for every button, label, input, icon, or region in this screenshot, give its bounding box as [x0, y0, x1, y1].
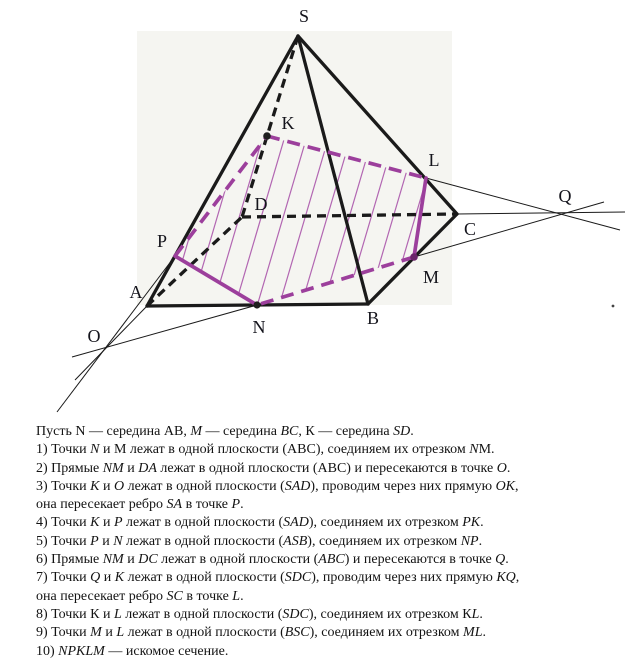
text-segment: лежат в одной плоскости ( [121, 606, 283, 622]
text-segment: и [123, 460, 139, 476]
hatch-line [470, 110, 535, 330]
solution-line-6 [36, 514, 519, 532]
text-segment: . [410, 424, 414, 439]
math-token: K [90, 515, 100, 531]
vertex-label-S: S [298, 6, 310, 26]
solution-line-12 [36, 624, 519, 642]
figure-background-rect [137, 31, 452, 305]
solution-text-block [36, 423, 519, 661]
math-token: SD [393, 424, 411, 439]
hatch-line [448, 110, 513, 330]
math-token: K [90, 478, 100, 494]
vertex-label-A: A [129, 282, 143, 302]
math-token: M [90, 625, 102, 641]
point-dot-M [410, 253, 418, 261]
text-segment: лежат в одной плоскости ( [124, 570, 285, 586]
text-segment: — середина [202, 424, 281, 439]
text-segment: она пересекает ребро [36, 497, 167, 513]
math-token: ML [463, 625, 483, 641]
text-segment: , К — середина [298, 424, 394, 439]
text-segment: лежат в одной плоскости ( [122, 515, 284, 531]
math-token: ABC [318, 552, 345, 568]
point-dot-N [253, 301, 260, 308]
text-segment: 7) Точки [36, 570, 91, 586]
math-token: Q [495, 552, 506, 568]
vertex-label-Q: Q [558, 186, 572, 206]
math-token: SAD [283, 515, 309, 531]
vertex-label-C: C [463, 219, 477, 239]
text-segment: . [478, 533, 483, 549]
math-token: O [113, 478, 125, 494]
text-segment: лежат в одной плоскости ( [122, 533, 284, 549]
math-token: Q [90, 570, 101, 586]
solution-line-2 [36, 441, 519, 459]
point-dot-K [263, 132, 271, 140]
text-segment: и [99, 515, 114, 531]
text-segment: ), соединяем их отрезком [308, 515, 463, 531]
text-segment: в точке [182, 588, 233, 604]
text-segment: 3) Точки [36, 478, 91, 494]
text-segment: 6) Прямые [36, 552, 103, 568]
text-segment: . [506, 460, 511, 476]
math-token: N [113, 533, 123, 549]
text-segment: и [98, 533, 114, 549]
vertex-label-M: M [422, 267, 440, 287]
math-token: NP [460, 533, 479, 549]
solution-line-10 [36, 588, 519, 606]
line-DA-extended [75, 306, 147, 380]
math-token: P [90, 533, 99, 549]
text-segment: 10) [36, 643, 59, 659]
vertex-label-L: L [428, 150, 440, 170]
text-segment: в точке [182, 497, 232, 513]
math-token: L [113, 606, 122, 622]
text-segment: и [99, 478, 114, 494]
text-segment: . [240, 588, 244, 604]
math-token: BSC [284, 625, 310, 641]
line-DC-extended [457, 212, 625, 214]
math-token: ASB [283, 533, 308, 549]
solution-line-13 [36, 643, 519, 661]
solution-line-4 [36, 478, 519, 496]
solution-line-3 [36, 460, 519, 478]
math-token: N [90, 442, 100, 458]
text-segment: ), проводим через них прямую [310, 478, 496, 494]
text-segment: ), соединяем их отрезком К [308, 606, 472, 622]
math-token: M [190, 424, 203, 439]
math-token: PK [462, 515, 481, 531]
math-token: SC [166, 588, 183, 604]
math-token: NM [102, 552, 124, 568]
math-token: SDC [284, 570, 312, 586]
math-token: P [231, 497, 241, 513]
solution-line-8 [36, 551, 519, 569]
text-segment: Пусть N — середина AB, [36, 424, 191, 439]
text-segment: она пересекает ребро [36, 588, 167, 604]
math-token: N [469, 442, 479, 458]
math-token: L [116, 625, 125, 641]
text-segment: лежат в одной плоскости ( [124, 625, 285, 641]
text-segment: — искомое сечение. [104, 643, 229, 659]
text-segment: и [100, 570, 115, 586]
math-token: OK [495, 478, 516, 494]
math-token: L [471, 606, 480, 622]
line-LQ-extended [426, 178, 620, 230]
vertex-label-P: P [156, 231, 168, 251]
math-token: NM [102, 460, 124, 476]
math-token: BC [280, 424, 299, 439]
vertex-label-O: O [87, 326, 101, 346]
math-token: DA [138, 460, 157, 476]
vertex-label-K: K [281, 113, 295, 133]
text-segment: ), соединяем их отрезком [307, 533, 461, 549]
solution-line-11 [36, 606, 519, 624]
text-segment: лежат в одной плоскости ( [124, 478, 285, 494]
text-segment: . [505, 552, 509, 568]
text-segment: 1) Точки [36, 442, 91, 458]
text-segment: лежат в одной плоскости ( [157, 552, 319, 568]
text-segment: 8) Точки К и [36, 606, 114, 622]
math-token: KQ [496, 570, 516, 586]
text-segment: , [515, 570, 520, 586]
solution-line-1 [36, 423, 519, 441]
math-token: K [114, 570, 125, 586]
text-segment: 9) Точки [36, 625, 91, 641]
text-segment: лежат в одной плоскости (ABC) и пересекаются в точке [156, 460, 497, 476]
text-segment: . [482, 625, 486, 641]
text-segment: . [240, 497, 244, 513]
vertex-label-B: B [366, 308, 380, 328]
line-OK [57, 256, 175, 412]
text-segment: ) и пересекаются в точке [344, 552, 496, 568]
text-segment: , [515, 478, 519, 494]
text-segment: . [480, 515, 484, 531]
text-segment: M. [478, 442, 495, 458]
solution-line-9 [36, 569, 519, 587]
math-token: SA [166, 497, 183, 513]
solution-line-5 [36, 496, 519, 514]
text-segment: и [123, 552, 139, 568]
text-segment: и M лежат в одной плоскости (ABC), соединяем их отрезком [99, 442, 470, 458]
text-segment: и [101, 625, 117, 641]
math-token: DC [138, 552, 158, 568]
text-segment: ), проводим через них прямую [311, 570, 497, 586]
math-token: SDC [282, 606, 309, 622]
text-segment: 4) Точки [36, 515, 91, 531]
text-segment: 5) Точки [36, 533, 91, 549]
text-segment: 2) Прямые [36, 460, 103, 476]
math-token: SAD [284, 478, 311, 494]
text-segment: ), соединяем их отрезком [309, 625, 464, 641]
math-token: NPKLM [58, 643, 105, 659]
math-token: P [113, 515, 123, 531]
vertex-label-D: D [254, 194, 268, 214]
stray-dot [612, 305, 615, 308]
vertex-label-N: N [252, 317, 266, 337]
math-token: O [496, 460, 507, 476]
solution-line-7 [36, 533, 519, 551]
math-token: L [232, 588, 241, 604]
text-segment: . [479, 606, 483, 622]
